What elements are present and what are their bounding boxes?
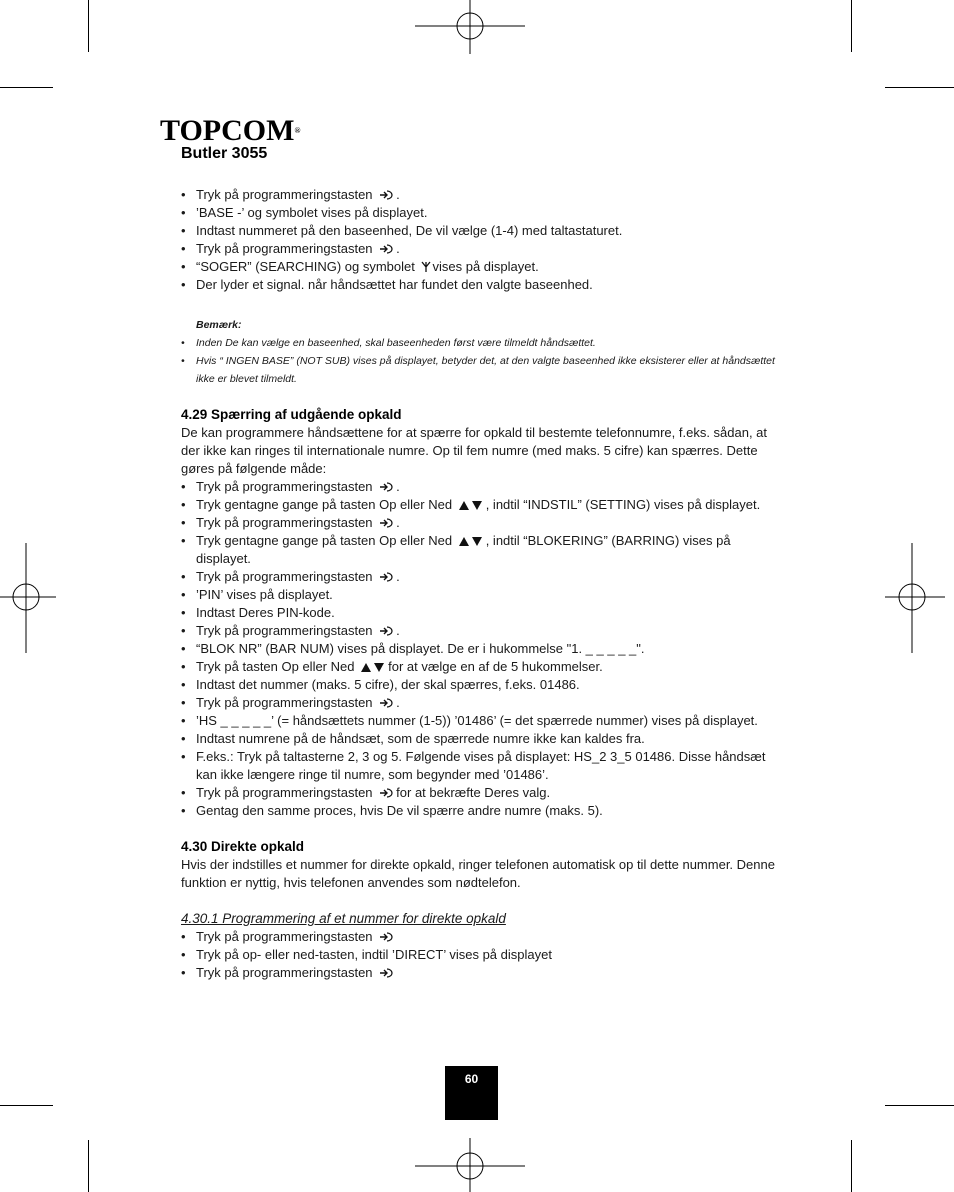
crop-mark [885,87,954,88]
item-text: Indtast det nummer (maks. 5 cifre), der skal spærres, f.eks. 01486. [196,677,580,692]
registration-mark-top [415,0,525,54]
item-text: Der lyder et signal. når håndsættet har fundet den valgte baseenhed. [196,277,593,292]
item-text-after: , indtil “BLOKERING” (BARRING) vises på displayet. [196,533,731,566]
list-item [181,204,781,222]
prog-key-icon [373,623,397,638]
list-item [181,748,781,784]
brand-logo [160,114,301,147]
note-item: • Inden De kan vælge en baseenhed, skal baseenheden først være tilmeldt håndsættet. [181,334,781,352]
brand-logo-text: TOPCOM [160,114,295,147]
list-item [181,478,781,496]
up-down-arrows-icon [354,659,388,674]
prog-key-icon [373,187,397,202]
list-item [181,802,781,820]
item-text: Tryk gentagne gange på tasten Op eller Ned [196,533,453,548]
item-text: Tryk på programmeringstasten [196,187,373,202]
registered-mark: ® [294,126,301,135]
note-title: Bemærk: [196,319,242,331]
item-text-after: . [396,515,400,530]
list-item [181,240,781,258]
item-text-after: . [396,241,400,256]
prog-key-icon [373,785,397,800]
crop-mark [851,0,852,52]
section-intro-4-29: De kan programmere håndsættene for at spærre for opkald til bestemte telefonnumre, f.eks. sådan, at der ikke kan ringes til internationale numre. Op til fem numre (med maks. 5 cifre) kan spærres. Dette gøres på følgende måde: [181,425,768,476]
note-list [181,334,781,388]
item-text-after: . [396,695,400,710]
page-content [181,186,781,982]
list-item [181,712,781,730]
item-text-after: . [396,187,400,202]
registration-mark-bottom [415,1138,525,1192]
item-text: ’HS _ _ _ _ _’ (= håndsættets nummer (1-5)) ’01486’ (= det spærrede nummer) vises på displayet. [196,713,758,728]
antenna-icon [415,259,433,274]
list-item [181,258,781,276]
item-text: Indtast Deres PIN-kode. [196,605,335,620]
list-item [181,784,781,802]
section-intro-4-30: Hvis der indstilles et nummer for direkte opkald, ringer telefonen automatisk op til dette nummer. Denne funktion er nyttig, hvis telefonen anvendes som nødtelefon. [181,857,775,890]
item-text: Tryk på programmeringstasten [196,695,373,710]
list-item [181,658,781,676]
list-item [181,676,781,694]
item-text: “BLOK NR” (BAR NUM) vises på displayet. De er i hukommelse "1. _ _ _ _ _". [196,641,645,656]
item-text: Tryk på programmeringstasten [196,785,373,800]
page-number: 60 [445,1066,498,1120]
list-item [181,514,781,532]
prog-key-icon [373,241,397,256]
list-item [181,730,781,748]
subsection-heading-4-30-1: 4.30.1 Programmering af et nummer for direkte opkald [181,911,506,926]
item-text-after: vises på displayet. [432,259,539,274]
list-item [181,532,781,568]
crop-mark [851,1140,852,1192]
list-item [181,640,781,658]
registration-mark-left [0,543,56,653]
crop-mark [88,1140,89,1192]
prog-key-icon [373,965,397,980]
list-item [181,586,781,604]
prog-key-icon [373,479,397,494]
list-item [181,496,781,514]
item-text-after: . [396,479,400,494]
direct-call-steps-list [181,928,781,982]
section-heading-4-30: 4.30 Direkte opkald [181,839,305,854]
item-text: Tryk på programmeringstasten [196,515,373,530]
list-item [181,568,781,586]
list-item [181,186,781,204]
prog-key-icon [373,515,397,530]
list-item [181,276,781,294]
prog-key-icon [373,569,397,584]
item-text: Indtast numrene på de håndsæt, som de spærrede numre ikke kan kaldes fra. [196,731,645,746]
item-text: Tryk på programmeringstasten [196,623,373,638]
item-text-after: . [396,569,400,584]
prog-key-icon [373,695,397,710]
list-item [181,928,781,946]
item-text: ’BASE -’ og symbolet vises på displayet. [196,205,428,220]
list-item [181,694,781,712]
item-text: Gentag den samme proces, hvis De vil spærre andre numre (maks. 5). [196,803,603,818]
up-down-arrows-icon [452,497,486,512]
item-text: Tryk på op- eller ned-tasten, indtil ’DIRECT’ vises på displayet [196,947,552,962]
list-item [181,604,781,622]
barring-steps-list [181,478,781,820]
prog-key-icon [373,929,397,944]
up-down-arrows-icon [452,533,486,548]
intro-steps-list [181,186,781,294]
item-text: Tryk på tasten Op eller Ned [196,659,355,674]
list-item [181,964,781,982]
item-text: “SOGER” (SEARCHING) og symbolet [196,259,415,274]
item-text: Indtast nummeret på den baseenhed, De vil vælge (1-4) med taltastaturet. [196,223,623,238]
item-text-after: , indtil “INDSTIL” (SETTING) vises på displayet. [485,497,761,512]
list-item [181,946,781,964]
model-name: Butler 3055 [181,145,268,162]
crop-mark [0,87,53,88]
crop-mark [0,1105,53,1106]
list-item [181,222,781,240]
note-item: • Hvis “ INGEN BASE” (NOT SUB) vises på displayet, betyder det, at den valgte baseenhed ikke eksisterer eller at håndsættet ikke er blevet tilmeldt. [181,352,781,388]
item-text: Tryk på programmeringstasten [196,479,373,494]
item-text-after: for at bekræfte Deres valg. [396,785,551,800]
item-text: Tryk på programmeringstasten [196,241,373,256]
item-text-after: . [396,623,400,638]
item-text: Tryk på programmeringstasten [196,965,373,980]
item-text: Tryk på programmeringstasten [196,569,373,584]
item-text: ’PIN’ vises på displayet. [196,587,333,602]
crop-mark [885,1105,954,1106]
section-heading-4-29: 4.29 Spærring af udgående opkald [181,407,402,422]
item-text: Tryk gentagne gange på tasten Op eller Ned [196,497,453,512]
item-text: F.eks.: Tryk på taltasterne 2, 3 og 5. Følgende vises på displayet: HS_2 3_5 01486. Disse håndsæt kan ikke længere ringe til numre, som begynder med ’01486’. [196,749,766,782]
registration-mark-right [885,543,945,653]
item-text: Tryk på programmeringstasten [196,929,373,944]
crop-mark [88,0,89,52]
note-block [181,316,781,388]
list-item [181,622,781,640]
item-text-after: for at vælge en af de 5 hukommelser. [388,659,603,674]
